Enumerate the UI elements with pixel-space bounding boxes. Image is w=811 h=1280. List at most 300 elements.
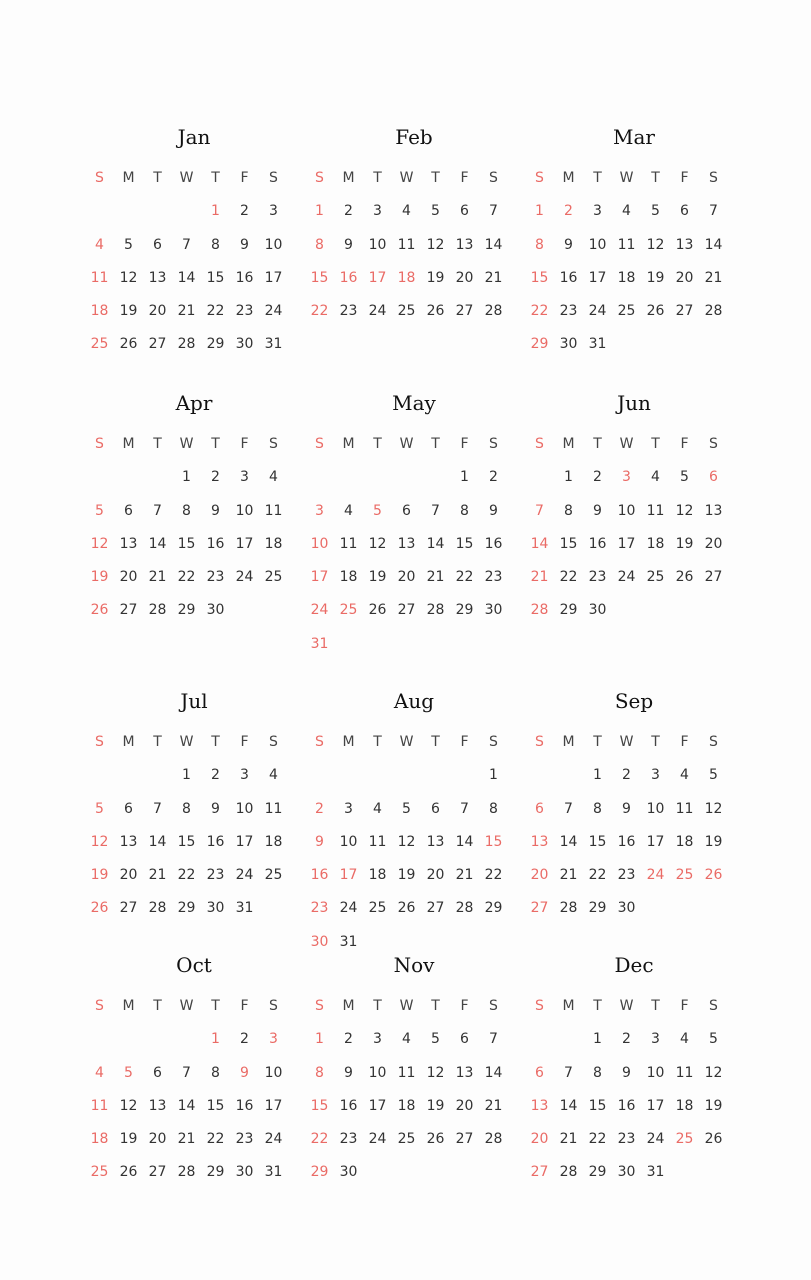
month-grid	[85, 996, 304, 1196]
weekday-header: F	[460, 170, 469, 186]
day-cell: 6	[535, 1064, 544, 1081]
month-grid	[85, 732, 304, 932]
month-grid	[305, 996, 524, 1196]
month-title: Jan	[177, 125, 211, 149]
day-cell: 25	[646, 569, 665, 586]
day-cell: 17	[264, 1097, 283, 1114]
day-cell: 6	[153, 236, 162, 253]
day-cell: 3	[269, 203, 278, 220]
weekday-header: T	[373, 734, 382, 750]
day-cell: 18	[675, 833, 694, 850]
weekday-header: T	[211, 998, 220, 1014]
day-cell: 15	[559, 535, 578, 552]
month-title: Dec	[614, 953, 654, 977]
weekday-header: T	[651, 170, 660, 186]
day-cell: 1	[211, 203, 220, 220]
day-cell: 15	[177, 535, 196, 552]
month-jan	[84, 118, 304, 384]
month-aug	[304, 682, 524, 950]
day-cell: 2	[211, 469, 220, 486]
day-cell: 17	[339, 867, 358, 884]
day-cell: 4	[344, 502, 353, 519]
day-cell: 19	[704, 1097, 723, 1114]
day-cell: 15	[206, 269, 225, 286]
day-cell: 25	[264, 867, 283, 884]
day-cell: 21	[484, 269, 503, 286]
day-cell: 11	[368, 833, 387, 850]
weekday-header: M	[122, 170, 135, 186]
day-cell: 29	[206, 336, 225, 353]
day-cell: 29	[455, 602, 474, 619]
weekday-header: T	[211, 436, 220, 452]
month-mar	[524, 118, 744, 384]
day-cell: 9	[344, 1064, 353, 1081]
day-cell: 14	[559, 1097, 578, 1114]
month-jul	[84, 682, 304, 946]
day-cell: 2	[622, 1031, 631, 1048]
day-cell: 20	[148, 303, 167, 320]
empty-cell	[85, 201, 114, 221]
weekday-header: M	[342, 734, 355, 750]
empty-cell	[305, 467, 334, 487]
day-cell: 11	[339, 535, 358, 552]
empty-cell	[143, 765, 172, 785]
day-cell: 5	[373, 502, 382, 519]
day-cell: 10	[646, 1064, 665, 1081]
day-cell: 2	[240, 203, 249, 220]
day-cell: 23	[235, 303, 254, 320]
day-cell: 11	[264, 502, 283, 519]
day-cell: 1	[211, 1031, 220, 1048]
day-cell: 17	[646, 833, 665, 850]
day-cell: 17	[368, 269, 387, 286]
day-cell: 3	[240, 767, 249, 784]
weekday-header: F	[680, 436, 689, 452]
day-cell: 11	[397, 236, 416, 253]
day-cell: 20	[119, 867, 138, 884]
day-cell: 3	[315, 502, 324, 519]
day-cell: 8	[211, 236, 220, 253]
day-cell: 29	[588, 1164, 607, 1181]
day-cell: 5	[124, 236, 133, 253]
day-cell: 16	[339, 269, 358, 286]
empty-cell	[363, 467, 392, 487]
day-cell: 31	[264, 1164, 283, 1181]
day-cell: 23	[559, 303, 578, 320]
day-cell: 24	[617, 569, 636, 586]
weekday-header: F	[460, 734, 469, 750]
day-cell: 27	[119, 900, 138, 917]
day-cell: 12	[426, 1064, 445, 1081]
day-cell: 29	[588, 900, 607, 917]
day-cell: 1	[593, 767, 602, 784]
day-cell: 18	[264, 535, 283, 552]
month-title: Nov	[393, 953, 435, 977]
day-cell: 8	[182, 800, 191, 817]
weekday-header: T	[593, 998, 602, 1014]
day-cell: 5	[651, 203, 660, 220]
weekday-header: F	[240, 734, 249, 750]
empty-cell	[143, 201, 172, 221]
day-cell: 9	[564, 236, 573, 253]
day-cell: 21	[530, 569, 549, 586]
weekday-header: W	[399, 436, 414, 452]
empty-cell	[392, 467, 421, 487]
day-cell: 21	[177, 303, 196, 320]
weekday-header: W	[179, 734, 194, 750]
month-oct	[84, 946, 304, 1206]
day-cell: 12	[368, 535, 387, 552]
day-cell: 22	[310, 303, 329, 320]
weekday-header: S	[535, 170, 544, 186]
month-grid	[525, 168, 744, 368]
day-cell: 26	[675, 569, 694, 586]
weekday-header: S	[315, 998, 324, 1014]
weekday-header: S	[269, 998, 278, 1014]
empty-cell	[334, 765, 363, 785]
day-cell: 27	[455, 303, 474, 320]
day-cell: 2	[315, 800, 324, 817]
weekday-header: W	[619, 436, 634, 452]
day-cell: 14	[704, 236, 723, 253]
day-cell: 13	[455, 1064, 474, 1081]
month-dec	[524, 946, 744, 1206]
day-cell: 14	[426, 535, 445, 552]
day-cell: 22	[177, 867, 196, 884]
day-cell: 28	[177, 1164, 196, 1181]
empty-cell	[143, 467, 172, 487]
month-jun	[524, 384, 744, 682]
day-cell: 14	[530, 535, 549, 552]
day-cell: 29	[530, 336, 549, 353]
day-cell: 7	[564, 800, 573, 817]
weekday-header: F	[240, 436, 249, 452]
day-cell: 9	[344, 236, 353, 253]
weekday-header: T	[651, 734, 660, 750]
day-cell: 30	[235, 1164, 254, 1181]
day-cell: 23	[617, 867, 636, 884]
day-cell: 27	[397, 602, 416, 619]
day-cell: 4	[269, 469, 278, 486]
day-cell: 13	[397, 535, 416, 552]
day-cell: 31	[646, 1164, 665, 1181]
day-cell: 10	[310, 535, 329, 552]
day-cell: 21	[177, 1131, 196, 1148]
day-cell: 12	[704, 800, 723, 817]
month-title: Jul	[180, 689, 208, 713]
weekday-header: W	[619, 998, 634, 1014]
day-cell: 1	[535, 203, 544, 220]
day-cell: 19	[90, 569, 109, 586]
day-cell: 17	[646, 1097, 665, 1114]
day-cell: 10	[264, 1064, 283, 1081]
weekday-header: F	[460, 436, 469, 452]
month-title: Apr	[175, 391, 213, 415]
day-cell: 14	[148, 833, 167, 850]
day-cell: 21	[148, 569, 167, 586]
day-cell: 31	[339, 933, 358, 950]
day-cell: 28	[455, 900, 474, 917]
day-cell: 14	[484, 236, 503, 253]
weekday-header: S	[95, 998, 104, 1014]
weekday-header: F	[240, 998, 249, 1014]
month-grid	[85, 434, 304, 634]
day-cell: 5	[709, 1031, 718, 1048]
day-cell: 7	[182, 236, 191, 253]
day-cell: 12	[119, 1097, 138, 1114]
day-cell: 8	[535, 236, 544, 253]
day-cell: 4	[269, 767, 278, 784]
day-cell: 11	[264, 800, 283, 817]
weekday-header: F	[680, 734, 689, 750]
day-cell: 13	[675, 236, 694, 253]
day-cell: 11	[675, 1064, 694, 1081]
weekday-header: S	[709, 170, 718, 186]
weekday-header: T	[593, 734, 602, 750]
day-cell: 7	[153, 800, 162, 817]
empty-cell	[554, 1029, 583, 1049]
day-cell: 6	[680, 203, 689, 220]
day-cell: 7	[489, 1031, 498, 1048]
weekday-header: M	[562, 998, 575, 1014]
day-cell: 13	[455, 236, 474, 253]
weekday-header: S	[95, 734, 104, 750]
day-cell: 3	[651, 767, 660, 784]
day-cell: 15	[455, 535, 474, 552]
day-cell: 13	[426, 833, 445, 850]
day-cell: 22	[588, 867, 607, 884]
day-cell: 9	[489, 502, 498, 519]
month-grid	[525, 732, 744, 932]
day-cell: 26	[426, 1131, 445, 1148]
day-cell: 18	[90, 1131, 109, 1148]
day-cell: 27	[675, 303, 694, 320]
day-cell: 5	[680, 469, 689, 486]
day-cell: 4	[651, 469, 660, 486]
day-cell: 6	[709, 469, 718, 486]
day-cell: 11	[90, 1097, 109, 1114]
day-cell: 12	[426, 236, 445, 253]
day-cell: 16	[559, 269, 578, 286]
day-cell: 17	[310, 569, 329, 586]
weekday-header: S	[315, 436, 324, 452]
day-cell: 5	[95, 800, 104, 817]
weekday-header: M	[122, 998, 135, 1014]
day-cell: 28	[426, 602, 445, 619]
day-cell: 25	[368, 900, 387, 917]
day-cell: 7	[535, 502, 544, 519]
day-cell: 16	[339, 1097, 358, 1114]
day-cell: 9	[240, 236, 249, 253]
day-cell: 6	[460, 203, 469, 220]
day-cell: 29	[177, 900, 196, 917]
weekday-header: T	[211, 734, 220, 750]
day-cell: 27	[530, 900, 549, 917]
day-cell: 18	[264, 833, 283, 850]
month-grid	[525, 996, 744, 1196]
day-cell: 24	[310, 602, 329, 619]
day-cell: 20	[704, 535, 723, 552]
month-may	[304, 384, 524, 682]
empty-cell	[114, 1029, 143, 1049]
day-cell: 14	[484, 1064, 503, 1081]
weekday-header: S	[95, 170, 104, 186]
day-cell: 18	[90, 303, 109, 320]
day-cell: 5	[402, 800, 411, 817]
day-cell: 28	[704, 303, 723, 320]
day-cell: 29	[310, 1164, 329, 1181]
day-cell: 15	[588, 833, 607, 850]
day-cell: 13	[704, 502, 723, 519]
day-cell: 12	[646, 236, 665, 253]
day-cell: 22	[588, 1131, 607, 1148]
day-cell: 30	[617, 1164, 636, 1181]
day-cell: 3	[240, 469, 249, 486]
day-cell: 7	[460, 800, 469, 817]
day-cell: 7	[431, 502, 440, 519]
empty-cell	[85, 467, 114, 487]
day-cell: 23	[339, 1131, 358, 1148]
day-cell: 31	[588, 336, 607, 353]
day-cell: 23	[235, 1131, 254, 1148]
day-cell: 18	[397, 1097, 416, 1114]
day-cell: 28	[484, 1131, 503, 1148]
day-cell: 3	[373, 1031, 382, 1048]
month-apr	[84, 384, 304, 682]
weekday-header: S	[535, 436, 544, 452]
day-cell: 28	[148, 900, 167, 917]
day-cell: 1	[460, 469, 469, 486]
day-cell: 15	[484, 833, 503, 850]
empty-cell	[334, 467, 363, 487]
empty-cell	[525, 1029, 554, 1049]
day-cell: 22	[206, 303, 225, 320]
day-cell: 19	[646, 269, 665, 286]
day-cell: 5	[124, 1064, 133, 1081]
day-cell: 26	[368, 602, 387, 619]
day-cell: 7	[709, 203, 718, 220]
day-cell: 3	[344, 800, 353, 817]
day-cell: 12	[90, 535, 109, 552]
day-cell: 14	[177, 269, 196, 286]
day-cell: 22	[559, 569, 578, 586]
day-cell: 30	[310, 933, 329, 950]
day-cell: 11	[675, 800, 694, 817]
empty-cell	[525, 765, 554, 785]
weekday-header: T	[153, 734, 162, 750]
empty-cell	[85, 1029, 114, 1049]
day-cell: 23	[588, 569, 607, 586]
day-cell: 20	[119, 569, 138, 586]
day-cell: 28	[559, 1164, 578, 1181]
weekday-header: F	[680, 998, 689, 1014]
weekday-header: T	[593, 170, 602, 186]
weekday-header: S	[489, 998, 498, 1014]
weekday-header: S	[535, 734, 544, 750]
day-cell: 3	[373, 203, 382, 220]
weekday-header: F	[460, 998, 469, 1014]
day-cell: 13	[119, 833, 138, 850]
day-cell: 8	[315, 1064, 324, 1081]
day-cell: 30	[588, 602, 607, 619]
day-cell: 1	[315, 203, 324, 220]
weekday-header: T	[153, 998, 162, 1014]
day-cell: 24	[646, 867, 665, 884]
day-cell: 28	[484, 303, 503, 320]
empty-cell	[85, 765, 114, 785]
month-title: Oct	[176, 953, 212, 977]
weekday-header: T	[373, 170, 382, 186]
day-cell: 20	[148, 1131, 167, 1148]
day-cell: 22	[530, 303, 549, 320]
day-cell: 25	[675, 1131, 694, 1148]
day-cell: 21	[704, 269, 723, 286]
day-cell: 21	[426, 569, 445, 586]
day-cell: 11	[646, 502, 665, 519]
month-grid	[305, 434, 524, 667]
day-cell: 4	[680, 767, 689, 784]
day-cell: 6	[153, 1064, 162, 1081]
day-cell: 30	[617, 900, 636, 917]
weekday-header: F	[680, 170, 689, 186]
day-cell: 19	[397, 867, 416, 884]
day-cell: 18	[675, 1097, 694, 1114]
empty-cell	[525, 467, 554, 487]
day-cell: 17	[617, 535, 636, 552]
weekday-header: M	[562, 734, 575, 750]
weekday-header: S	[489, 170, 498, 186]
day-cell: 3	[622, 469, 631, 486]
day-cell: 12	[397, 833, 416, 850]
day-cell: 8	[315, 236, 324, 253]
month-grid	[305, 168, 524, 334]
day-cell: 27	[119, 602, 138, 619]
day-cell: 27	[704, 569, 723, 586]
day-cell: 7	[153, 502, 162, 519]
day-cell: 25	[90, 1164, 109, 1181]
day-cell: 19	[119, 303, 138, 320]
day-cell: 10	[339, 833, 358, 850]
day-cell: 24	[235, 867, 254, 884]
day-cell: 16	[617, 833, 636, 850]
day-cell: 8	[489, 800, 498, 817]
weekday-header: S	[489, 436, 498, 452]
day-cell: 4	[402, 1031, 411, 1048]
day-cell: 25	[675, 867, 694, 884]
day-cell: 20	[530, 1131, 549, 1148]
weekday-header: T	[373, 998, 382, 1014]
day-cell: 25	[339, 602, 358, 619]
day-cell: 19	[426, 269, 445, 286]
day-cell: 7	[182, 1064, 191, 1081]
weekday-header: S	[709, 734, 718, 750]
day-cell: 10	[235, 502, 254, 519]
day-cell: 29	[559, 602, 578, 619]
day-cell: 11	[617, 236, 636, 253]
day-cell: 15	[310, 269, 329, 286]
weekday-header: T	[211, 170, 220, 186]
weekday-header: S	[535, 998, 544, 1014]
day-cell: 13	[148, 269, 167, 286]
day-cell: 9	[622, 1064, 631, 1081]
day-cell: 10	[368, 236, 387, 253]
day-cell: 7	[564, 1064, 573, 1081]
day-cell: 4	[373, 800, 382, 817]
day-cell: 27	[148, 1164, 167, 1181]
empty-cell	[172, 1029, 201, 1049]
month-feb	[304, 118, 524, 384]
weekday-header: T	[431, 170, 440, 186]
